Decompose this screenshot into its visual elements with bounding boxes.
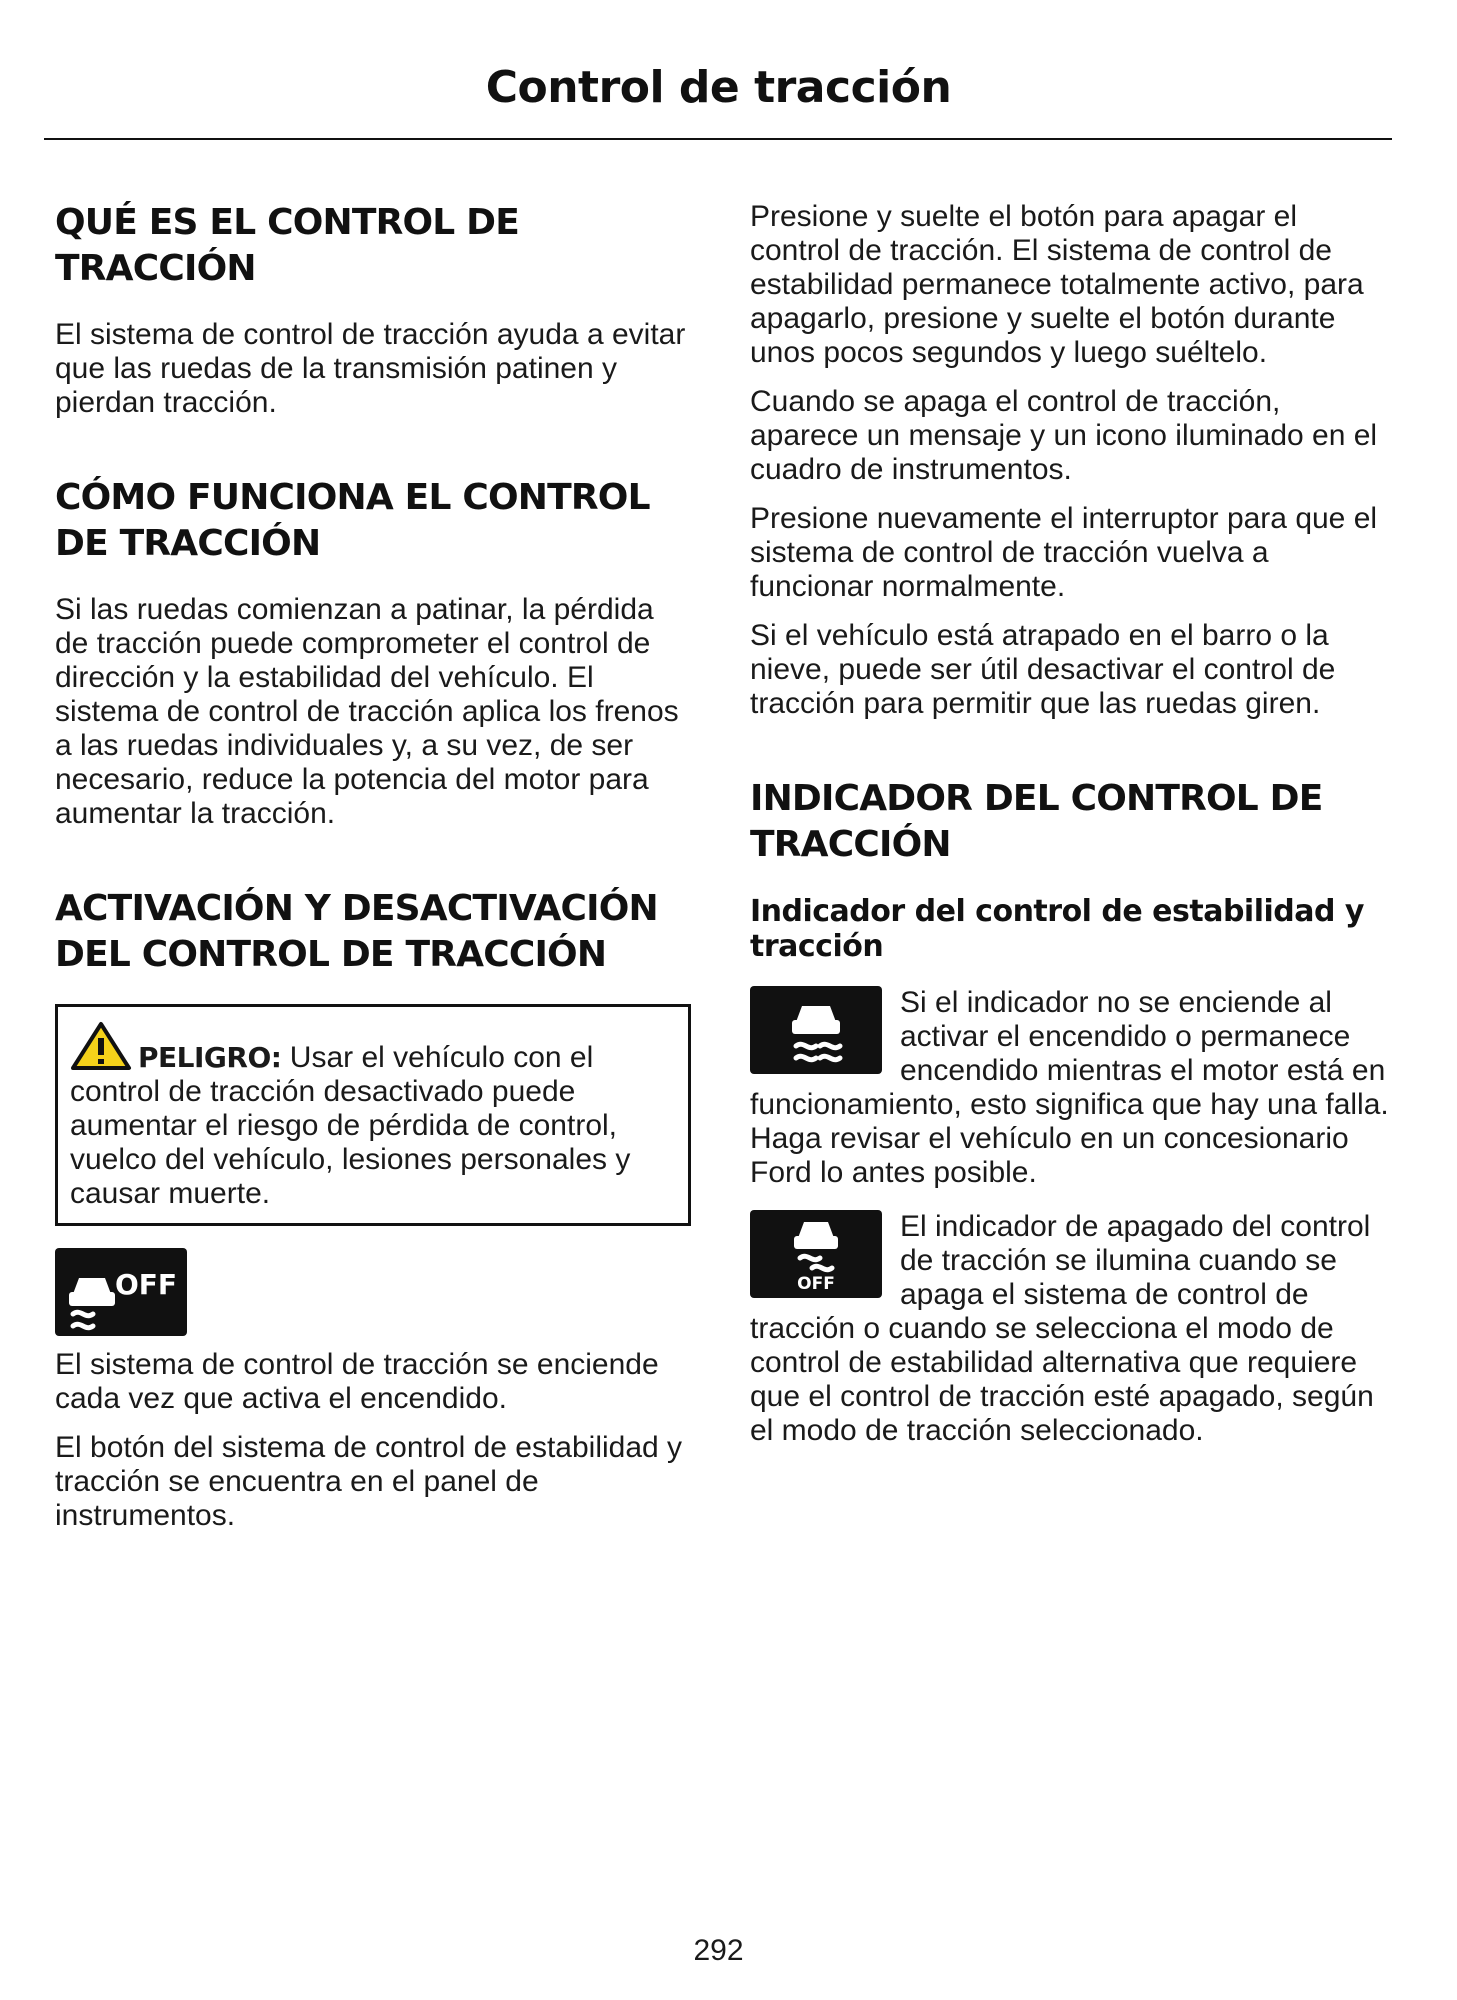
skidding-car-icon [750, 986, 882, 1074]
paragraph: El sistema de control de tracción ayuda a evitar que las ruedas de la transmisión patinen y pierdan tracción. [55, 318, 686, 419]
warning-triangle-icon [70, 1021, 132, 1071]
paragraph: Presione nuevamente el interruptor para que el sistema de control de tracción vuelva a funcionar normalmente. [750, 502, 1378, 603]
right-column [750, 200, 1395, 1468]
page-number: 292 [693, 1934, 744, 1967]
paragraph: El indicador de apagado del control de tracción se ilumina cuando se apaga el sistema de control de tracción o cuando se selecciona el modo de control de estabilidad alternativa que requiere que el control de tracción esté apagado, según el modo de tracción seleccionado. [750, 1210, 1374, 1447]
paragraph: Presione y suelte el botón para apagar el control de tracción. El sistema de control de estabilidad permanece totalmente activo, para apagarlo, presione y suelte el botón durante unos pocos segundos y luego suéltelo. [750, 200, 1364, 369]
warning-paragraph [70, 1021, 678, 1211]
traction-control-off-indicator-icon [750, 1210, 882, 1298]
danger-warning-box [55, 1004, 691, 1226]
indicator-block-stability [750, 986, 1395, 1190]
paragraph: Si el indicador no se enciende al activar el encendido o permanece encendido mientras el motor está en funcionamiento, esto significa que hay una falla. Haga revisar el vehículo en un concesionario Ford lo antes posible. [750, 986, 1389, 1189]
page-title: Control de tracción [485, 62, 952, 113]
paragraph: El botón del sistema de control de estabilidad y tracción se encuentra en el panel de instrumentos. [55, 1431, 683, 1532]
warning-label: PELIGRO: [138, 1041, 282, 1074]
indicator-block-off [750, 1210, 1395, 1448]
paragraph: Si las ruedas comienzan a patinar, la pérdida de tracción puede comprometer el control de dirección y la estabilidad del vehículo. El sistema de control de tracción aplica los frenos a las ruedas individuales y, a su vez, de ser necesario, reduce la potencia del motor para aumentar la tracción. [55, 593, 679, 830]
subheading-stability-indicator: Indicador del control de estabilidad y tracción [750, 894, 1364, 964]
paragraph: Cuando se apaga el control de tracción, aparece un mensaje y un icono iluminado en el cuadro de instrumentos. [750, 385, 1378, 486]
off-label: OFF [797, 1274, 835, 1294]
paragraph: Si el vehículo está atrapado en el barro o la nieve, puede ser útil desactivar el control de tracción para permitir que las ruedas giren. [750, 619, 1336, 720]
header-divider [44, 138, 1392, 140]
traction-control-off-button-icon [55, 1248, 187, 1336]
paragraph: El sistema de control de tracción se enciende cada vez que activa el encendido. [55, 1348, 659, 1415]
section-heading-what-is: QUÉ ES EL CONTROL DE TRACCIÓN [55, 202, 520, 289]
warning-text: Usar el vehículo con el control de tracción desactivado puede aumentar el riesgo de pérdida de control, vuelco del vehículo, lesiones personales y causar muerte. [70, 1041, 631, 1210]
traction-control-indicator-icon [750, 986, 882, 1074]
off-label: OFF [115, 1268, 178, 1301]
section-heading-activation: ACTIVACIÓN Y DESACTIVACIÓN DEL CONTROL DE TRACCIÓN [55, 888, 658, 975]
left-column [55, 200, 691, 1548]
section-heading-how-it-works: CÓMO FUNCIONA EL CONTROL DE TRACCIÓN [55, 477, 650, 564]
section-heading-indicator: INDICADOR DEL CONTROL DE TRACCIÓN [750, 778, 1323, 865]
